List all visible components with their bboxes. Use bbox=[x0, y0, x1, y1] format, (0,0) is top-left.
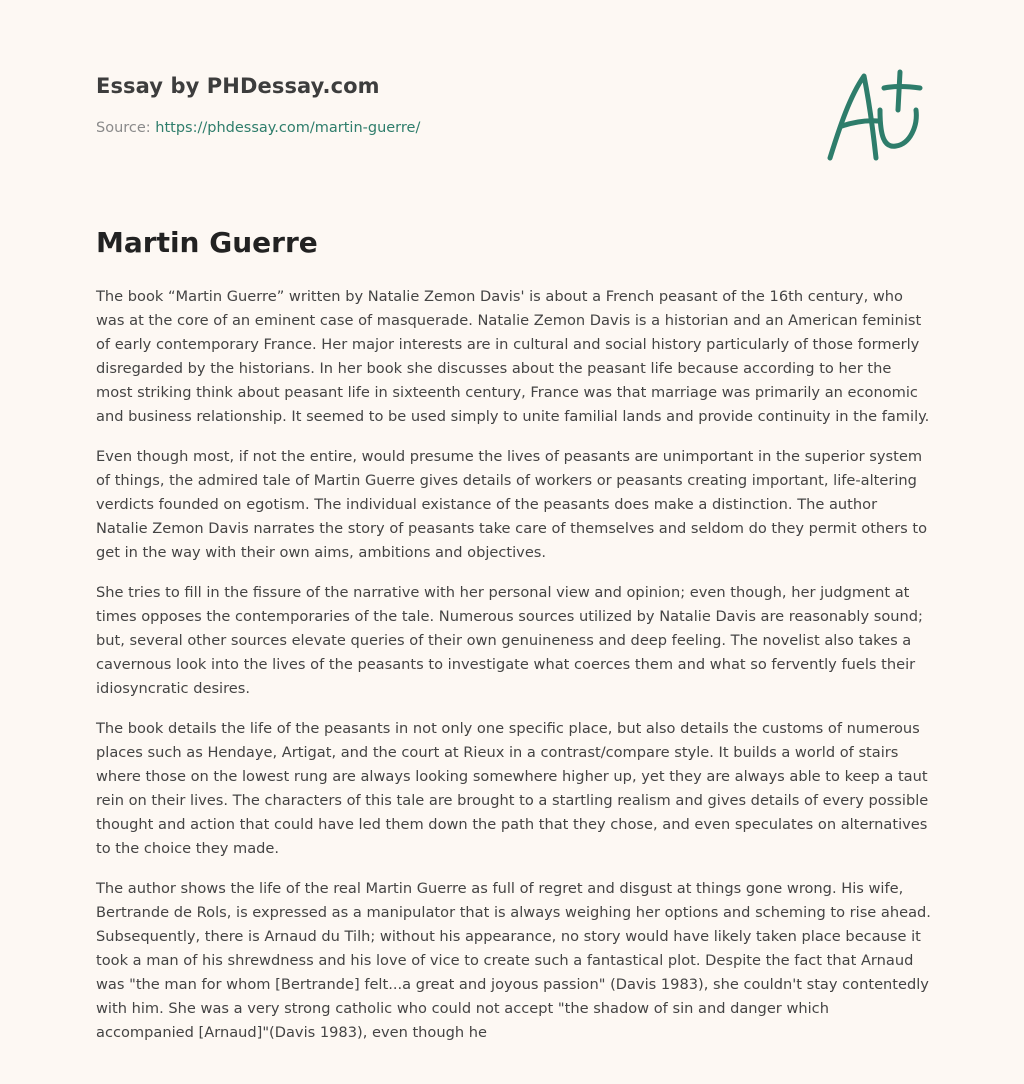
essay-paragraph: The book details the life of the peasants in not only one specific place, but also details the customs of numerous places such as Hendaye, Artigat, and the court at Rieux in a contrast/compare style. It builds a world of stairs where those on the lowest rung are always looking somewhere higher up, yet they are always able to keep a taut rein on their lives. The characters of this tale are brought to a startling realism and gives details of every possible thought and action that could have led them down the path that they chose, and even speculates on alternatives to the choice they made. bbox=[96, 720, 929, 857]
essay-paragraph: Even though most, if not the entire, would presume the lives of peasants are unimportant in the superior system of things, the admired tale of Martin Guerre gives details of workers or peasants creating important, life-altering verdicts founded on egotism. The individual existance of the peasants does make a distinction. The author Natalie Zemon Davis narrates the story of peasants take care of themselves and seldom do they permit others to get in the way with their own aims, ambitions and objectives. bbox=[96, 448, 928, 561]
source-link[interactable]: https://phdessay.com/martin-guerre/ bbox=[155, 120, 421, 136]
a-plus-logo-svg bbox=[820, 66, 930, 166]
essay-title: Martin Guerre bbox=[96, 226, 318, 259]
source-label: Source: bbox=[96, 120, 156, 136]
source-line bbox=[96, 120, 796, 136]
essay-paragraph: She tries to fill in the fissure of the narrative with her personal view and opinion; even though, her judgment at times opposes the contemporaries of the tale. Numerous sources utilized by Natalie Davis are reasonably sound; but, several other sources elevate queries of their own genuineness and deep feeling. The novelist also takes a cavernous look into the lives of the peasants to investigate what coerces them and what so fervently fuels their idiosyncratic desires. bbox=[96, 584, 923, 697]
essay-content bbox=[96, 226, 931, 1061]
document-header bbox=[96, 74, 796, 136]
a-plus-logo-icon bbox=[820, 66, 930, 166]
essay-paragraph: The book “Martin Guerre” written by Natalie Zemon Davis' is about a French peasant of the 16th century, who was at the core of an eminent case of masquerade. Natalie Zemon Davis is a historian and an American feminist of early contemporary France. Her major interests are in cultural and social history particularly of those formerly disregarded by the historians. In her book she discusses about the peasant life because according to her the most striking think about peasant life in sixteenth century, France was that marriage was primarily an economic and business relationship. It seemed to be used simply to unite familial lands and provide continuity in the family. bbox=[96, 288, 930, 425]
brand-title: Essay by PHDessay.com bbox=[96, 74, 380, 98]
essay-paragraph: The author shows the life of the real Martin Guerre as full of regret and disgust at things gone wrong. His wife, Bertrande de Rols, is expressed as a manipulator that is always weighing her options and scheming to rise ahead. Subsequently, there is Arnaud du Tilh; without his appearance, no story would have likely taken place because it took a man of his shrewdness and his love of vice to create such a fantastical plot. Despite the fact that Arnaud was "the man for whom [Bertrande] felt...a great and joyous passion" (Davis 1983), she couldn't stay contentedly with him. She was a very strong catholic who could not accept "the shadow of sin and danger which accompanied [Arnaud]"(Davis 1983), even though he bbox=[96, 880, 931, 1041]
